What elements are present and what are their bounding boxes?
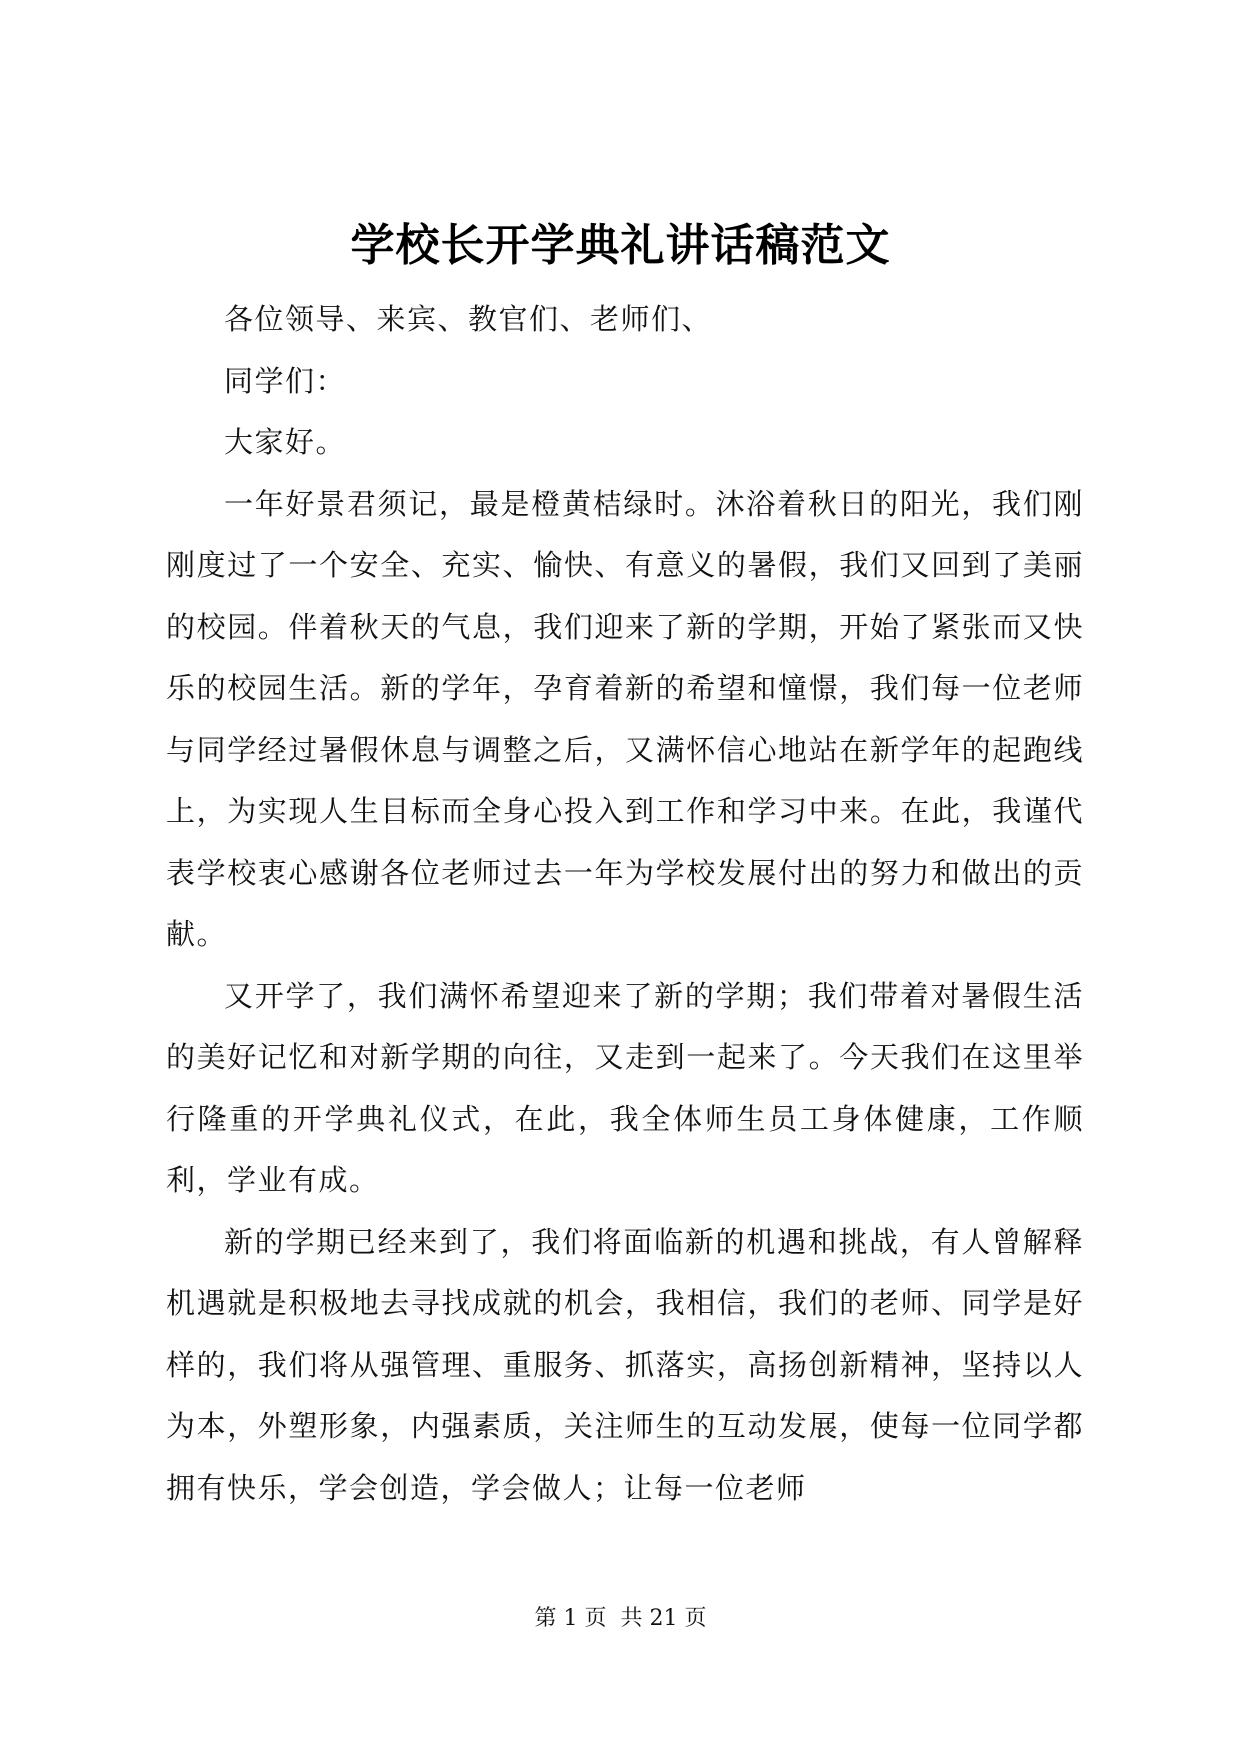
page-footer	[0, 1604, 1241, 1634]
page-total: 共 21 页	[620, 1606, 707, 1631]
paragraph-body-2: 又开学了，我们满怀希望迎来了新的学期；我们带着对暑假生活的美好记忆和对新学期的向往，又走到一起来了。今天我们在这里举行隆重的开学典礼仪式，在此，我全体师生员工身体健康，工作顺利，学业有成。	[166, 978, 1084, 1197]
document-title: 学校长开学典礼讲话稿范文	[350, 220, 891, 271]
paragraph-greeting: 大家好。	[224, 425, 347, 459]
paragraph-body-1: 一年好景君须记，最是橙黄桔绿时。沐浴着秋日的阳光，我们刚刚度过了一个安全、充实、愉快、有意义的暑假，我们又回到了美丽的校园。伴着秋天的气息，我们迎来了新的学期，开始了紧张而又快乐的校园生活。新的学年，孕育着新的希望和憧憬，我们每一位老师与同学经过暑假休息与调整之后，又满怀信心地站在新学年的起跑线上，为实现人生目标而全身心投入到工作和学习中来。在此，我谨代表学校衷心感谢各位老师过去一年为学校发展付出的努力和做出的贡献。	[166, 486, 1084, 951]
paragraph-salutation-2: 同学们：	[224, 363, 347, 398]
document-body	[166, 289, 1084, 1519]
paragraph-body-3: 新的学期已经来到了，我们将面临新的机遇和挑战，有人曾解释机遇就是积极地去寻找成就的机会，我相信，我们的老师、同学是好样的，我们将从强管理、重服务、抓落实，高扬创新精神，坚持以人为本，外塑形象，内强素质，关注师生的互动发展，使每一位同学都拥有快乐，学会创造，学会做人；让每一位老师	[166, 1224, 1084, 1505]
page-number: 第 1 页	[534, 1606, 607, 1631]
paragraph-salutation-1: 各位领导、来宾、教官们、老师们、	[224, 302, 713, 336]
